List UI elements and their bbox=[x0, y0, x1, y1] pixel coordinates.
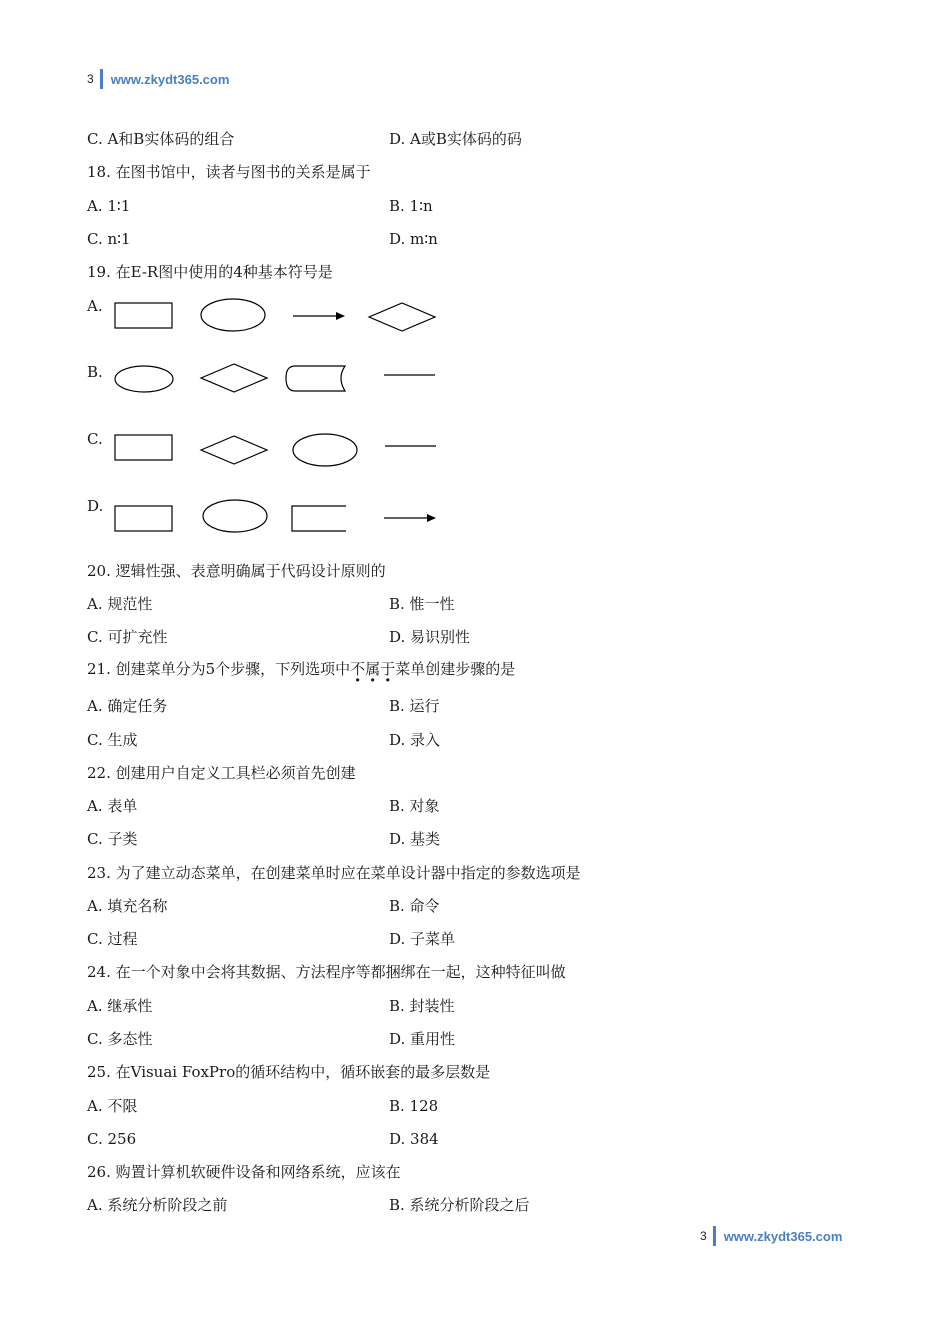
rectangle-icon bbox=[114, 505, 174, 533]
ellipse-icon bbox=[201, 499, 269, 535]
q23-option-d: D. 子菜单 bbox=[389, 930, 456, 948]
cylinder-icon bbox=[285, 365, 349, 393]
header-url: www.zkydt365.com bbox=[110, 71, 230, 87]
footer-divider bbox=[713, 1226, 716, 1246]
footer-url: www.zkydt365.com bbox=[723, 1228, 843, 1244]
q19-option-b-label: B. bbox=[87, 363, 103, 381]
diamond-icon bbox=[367, 301, 437, 333]
q19-option-c-label: C. bbox=[87, 430, 103, 448]
q19-option-d-label: D. bbox=[87, 497, 104, 515]
q21-stem-after: 菜单创建步骤的是 bbox=[395, 660, 516, 678]
footer-page-number: 3 bbox=[700, 1229, 707, 1243]
q21-emphasis-char: 属 bbox=[365, 660, 381, 678]
q20-option-c: C. 可扩充性 bbox=[87, 628, 168, 646]
q26-stem: 26. 购置计算机软硬件设备和网络系统，应该在 bbox=[87, 1163, 401, 1181]
q24-stem: 24. 在一个对象中会将其数据、方法程序等都捆绑在一起，这种特征叫做 bbox=[87, 963, 566, 981]
q22-option-a: A. 表单 bbox=[87, 797, 138, 815]
q20-stem: 20. 逻辑性强、表意明确属于代码设计原则的 bbox=[87, 562, 386, 580]
q24-option-b: B. 封装性 bbox=[389, 997, 455, 1015]
q21-stem bbox=[87, 659, 515, 679]
q23-stem: 23. 为了建立动态菜单，在创建菜单时应在菜单设计器中指定的参数选项是 bbox=[87, 864, 581, 882]
q19-stem: 19. 在E-R图中使用的4种基本符号是 bbox=[87, 263, 333, 281]
page-footer bbox=[700, 1225, 842, 1247]
q21-option-b: B. 运行 bbox=[389, 697, 440, 715]
q17-option-d: D. A或B实体码的码 bbox=[389, 130, 522, 148]
q18-option-b: B. 1∶n bbox=[389, 197, 433, 215]
q21-option-c: C. 生成 bbox=[87, 731, 138, 749]
line-icon bbox=[384, 441, 438, 451]
q18-option-a: A. 1∶1 bbox=[87, 197, 131, 215]
q21-option-a: A. 确定任务 bbox=[87, 697, 168, 715]
line-icon bbox=[383, 370, 437, 380]
ellipse-icon bbox=[291, 432, 359, 468]
q19-option-a-label: A. bbox=[87, 297, 103, 315]
q21-emphasis-char: 不 bbox=[350, 660, 366, 678]
q26-option-a: A. 系统分析阶段之前 bbox=[87, 1196, 228, 1214]
open-rectangle-icon bbox=[291, 505, 349, 533]
q23-option-a: A. 填充名称 bbox=[87, 897, 168, 915]
q25-option-a: A. 不限 bbox=[87, 1097, 138, 1115]
q20-option-d: D. 易识别性 bbox=[389, 628, 471, 646]
ellipse-icon bbox=[113, 364, 175, 394]
q22-stem: 22. 创建用户自定义工具栏必须首先创建 bbox=[87, 764, 356, 782]
q21-option-d: D. 录入 bbox=[389, 731, 441, 749]
q24-option-c: C. 多态性 bbox=[87, 1030, 153, 1048]
q22-option-d: D. 基类 bbox=[389, 830, 441, 848]
diamond-icon bbox=[199, 434, 269, 466]
page-header bbox=[87, 68, 229, 90]
arrow-icon bbox=[383, 511, 439, 525]
q22-option-c: C. 子类 bbox=[87, 830, 138, 848]
q20-option-b: B. 惟一性 bbox=[389, 595, 455, 613]
q25-stem: 25. 在Visuai FoxPro的循环结构中，循环嵌套的最多层数是 bbox=[87, 1063, 491, 1081]
diamond-icon bbox=[199, 362, 269, 394]
rectangle-icon bbox=[114, 302, 174, 330]
q18-option-c: C. n∶1 bbox=[87, 230, 131, 248]
header-divider bbox=[100, 69, 103, 89]
q25-option-d: D. 384 bbox=[389, 1130, 439, 1148]
q24-option-a: A. 继承性 bbox=[87, 997, 153, 1015]
q25-option-c: C. 256 bbox=[87, 1130, 137, 1148]
q17-option-c: C. A和B实体码的组合 bbox=[87, 130, 235, 148]
ellipse-icon bbox=[199, 298, 267, 334]
q22-option-b: B. 对象 bbox=[389, 797, 440, 815]
arrow-icon bbox=[292, 309, 348, 323]
q23-option-c: C. 过程 bbox=[87, 930, 138, 948]
q18-stem: 18. 在图书馆中，读者与图书的关系是属于 bbox=[87, 163, 371, 181]
q26-option-b: B. 系统分析阶段之后 bbox=[389, 1196, 530, 1214]
header-page-number: 3 bbox=[87, 72, 94, 86]
q20-option-a: A. 规范性 bbox=[87, 595, 153, 613]
q25-option-b: B. 128 bbox=[389, 1097, 439, 1115]
rectangle-icon bbox=[114, 434, 174, 462]
q21-emphasis-char: 于 bbox=[380, 660, 396, 678]
q23-option-b: B. 命令 bbox=[389, 897, 440, 915]
q21-stem-before: 21. 创建菜单分为5个步骤，下列选项中 bbox=[87, 660, 351, 678]
q18-option-d: D. m∶n bbox=[389, 230, 438, 248]
q24-option-d: D. 重用性 bbox=[389, 1030, 456, 1048]
